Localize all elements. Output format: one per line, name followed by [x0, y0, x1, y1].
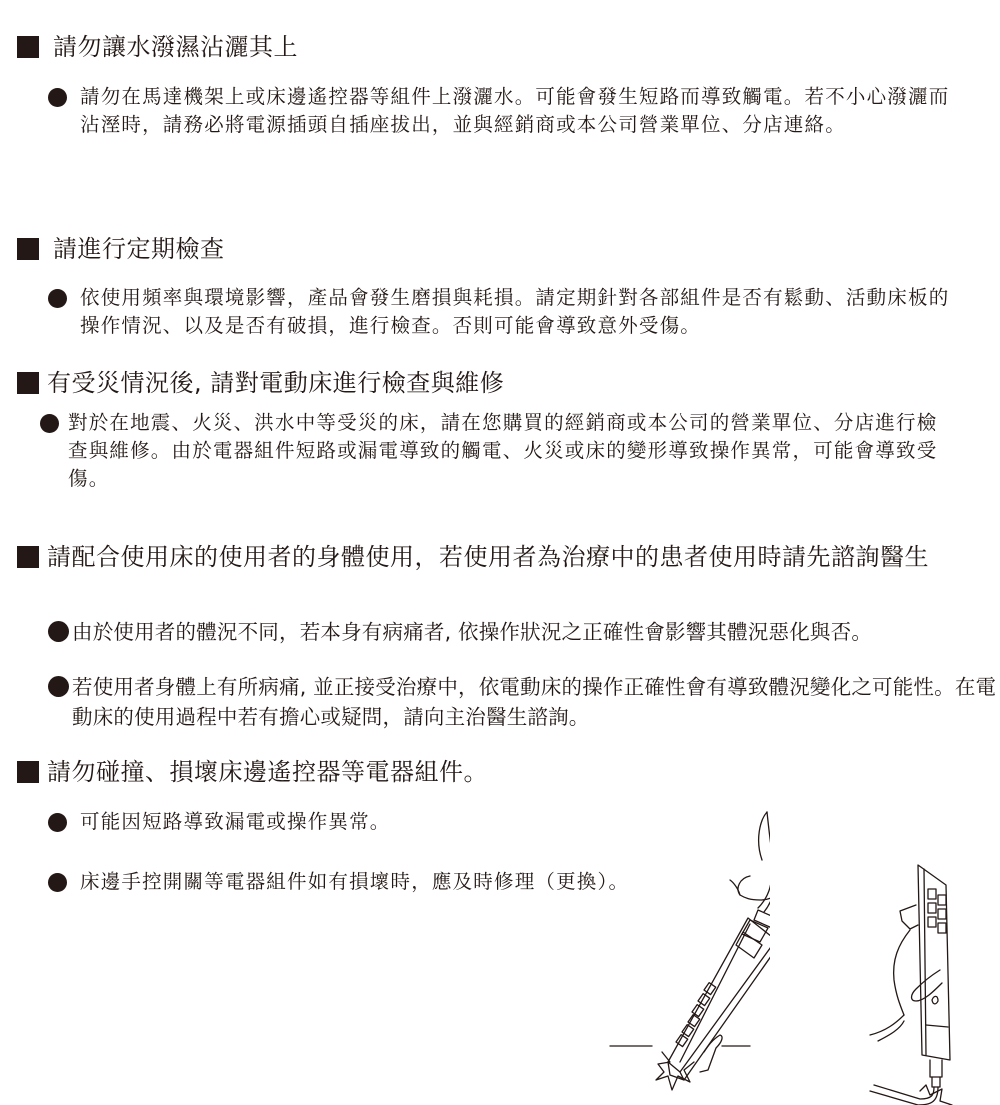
remote-hold-illustration — [860, 855, 990, 1105]
remote-drop-illustration — [600, 800, 770, 1100]
heading-text: 請勿讓水潑濕沾灑其上 — [53, 33, 298, 61]
square-bullet-icon — [17, 372, 39, 394]
square-bullet-icon — [17, 761, 39, 783]
circle-bullet-icon — [48, 873, 67, 892]
square-bullet-icon — [17, 238, 39, 260]
circle-bullet-icon — [48, 289, 67, 308]
item-text: 若使用者身體上有所病痛, 並正接受治療中，依電動床的操作正確性會有導致體況變化之可能性。在電動床的使用過程中若有擔心或疑問，請向主治醫生諮詢。 — [72, 675, 997, 729]
item-text: 請勿在馬達機架上或床邊遙控器等組件上潑灑水。可能會發生短路而導致觸電。若不小心潑灑而沾溼時，請務必將電源插頭自插座拔出，並與經銷商或本公司營業單位、分店連絡。 — [80, 85, 950, 136]
section-heading-consult-doctor — [17, 540, 992, 574]
item-text: 可能因短路導致漏電或操作異常。 — [80, 810, 391, 833]
heading-text: 請配合使用床的使用者的身體使用，若使用者為治療中的患者使用時請先諮詢醫生 — [47, 543, 929, 571]
circle-bullet-icon — [48, 813, 67, 832]
section-heading-no-impact — [17, 755, 977, 789]
item-text: 依使用頻率與環境影響，產品會發生磨損與耗損。請定期針對各部組件是否有鬆動、活動床板的操作情況、以及是否有破損，進行檢查。否則可能會導致意外受傷。 — [80, 286, 950, 337]
list-item — [48, 83, 960, 139]
circle-bullet-icon — [48, 676, 69, 697]
list-item — [40, 409, 958, 493]
list-item — [48, 868, 640, 896]
section-heading-waterproof — [17, 30, 983, 64]
section-heading-disaster-inspection — [17, 366, 977, 400]
list-item — [48, 808, 640, 836]
heading-text: 請進行定期檢查 — [53, 235, 225, 263]
square-bullet-icon — [17, 546, 39, 568]
list-item — [48, 672, 997, 732]
circle-bullet-icon — [48, 621, 69, 642]
heading-text: 有受災情況後, 請對電動床進行檢查與維修 — [47, 369, 505, 397]
circle-bullet-icon — [40, 414, 59, 433]
item-text: 由於使用者的體況不同，若本身有病痛者, 依操作狀況之正確性會影響其體況惡化與否。 — [72, 620, 873, 644]
item-text: 床邊手控開關等電器組件如有損壞時，應及時修理（更換）。 — [80, 870, 630, 893]
circle-bullet-icon — [48, 88, 67, 107]
item-text: 對於在地震、火災、洪水中等受災的床，請在您購買的經銷商或本公司的營業單位、分店進行檢查與維修。由於電器組件短路或漏電導致的觸電、火災或床的變形導致操作異常，可能會導致受傷。 — [68, 411, 938, 490]
list-item — [48, 284, 960, 340]
square-bullet-icon — [17, 36, 39, 58]
section-heading-periodic-check — [17, 232, 983, 266]
heading-text: 請勿碰撞、損壞床邊遙控器等電器組件。 — [47, 758, 488, 786]
list-item — [48, 617, 1000, 647]
